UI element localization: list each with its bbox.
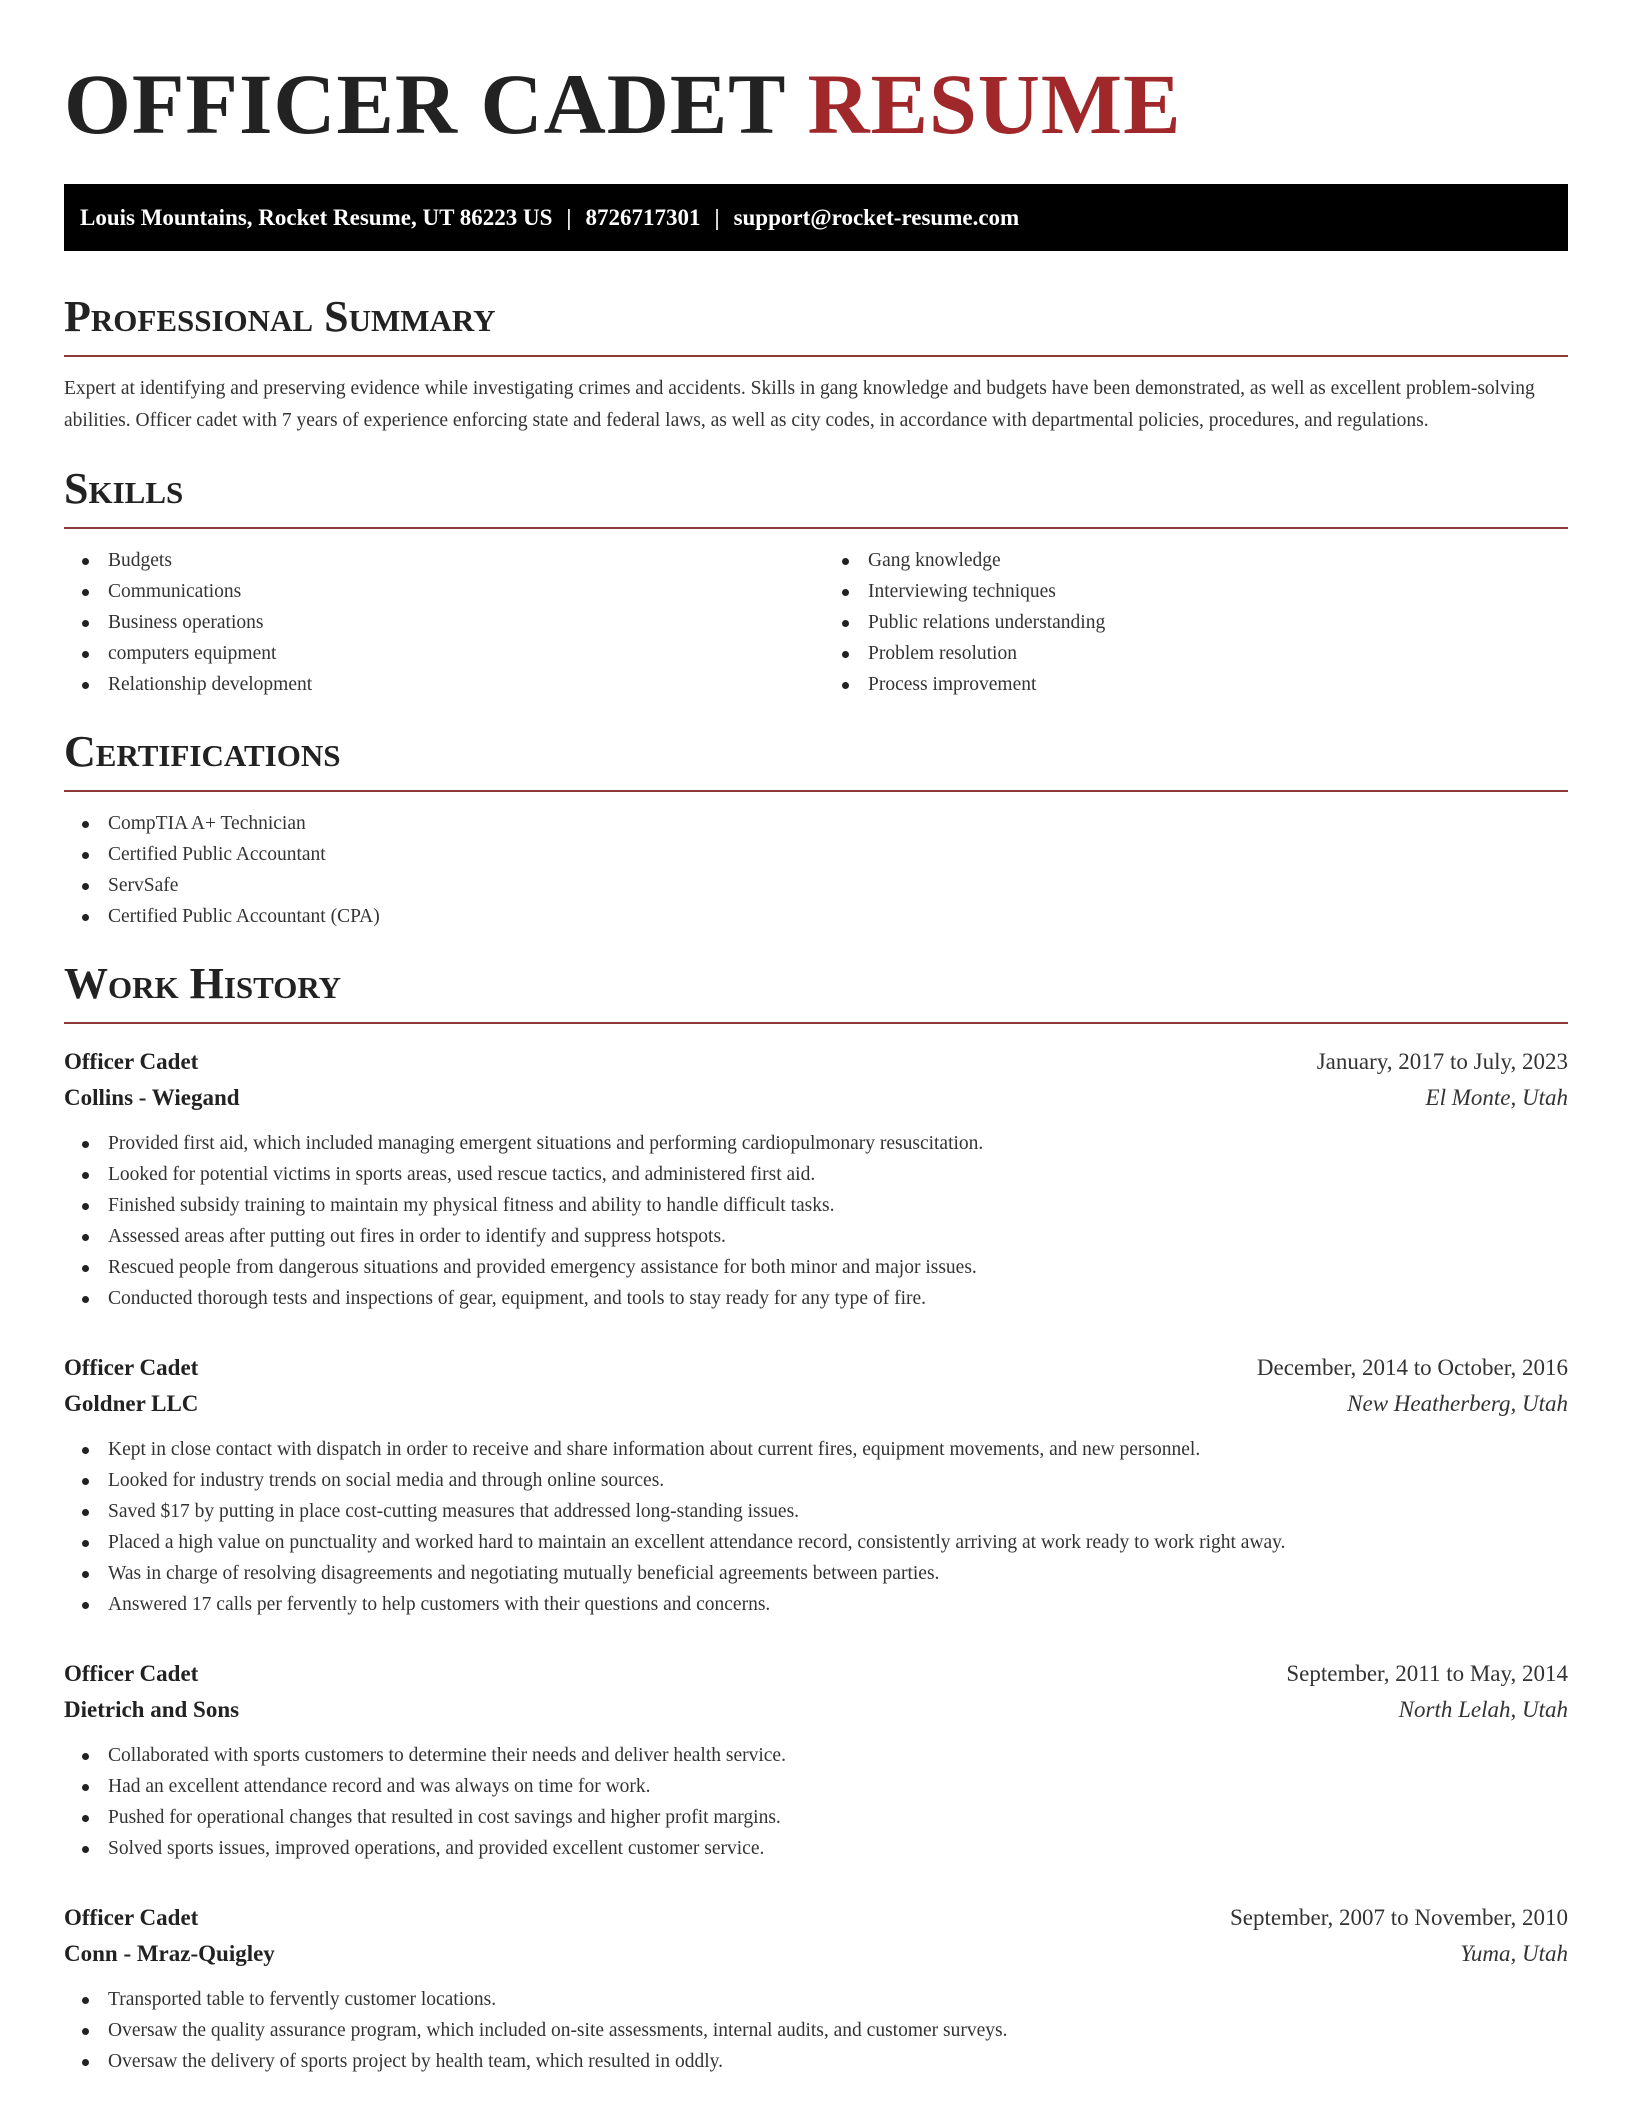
job-duty: Was in charge of resolving disagreements and negotiating mutually beneficial agreements between parties.	[64, 1558, 1568, 1589]
certification-item: ServSafe	[64, 870, 1568, 901]
skills-section	[64, 465, 1568, 700]
contact-separator: |	[566, 205, 572, 230]
job-duty: Conducted thorough tests and inspections of gear, equipment, and tools to stay ready for any type of fire.	[64, 1283, 1568, 1314]
job-location: North Lelah, Utah	[1398, 1697, 1568, 1722]
job-dates: January, 2017 to July, 2023	[1316, 1049, 1568, 1074]
job-title: Officer Cadet	[64, 1661, 199, 1686]
job-duty: Collaborated with sports customers to determine their needs and deliver health service.	[64, 1740, 1568, 1771]
job-entry	[64, 1656, 1568, 1864]
summary-text: Expert at identifying and preserving evidence while investigating crimes and accidents. Skills in gang knowledge and budgets have been demonstrated, as well as excellent problem-solving abilities. Officer cadet with 7 years of experience enforcing state and federal laws, as well as city codes, in accordance with departmental policies, procedures, and regulations.	[64, 378, 1535, 431]
job-duty: Kept in close contact with dispatch in order to receive and share information about current fires, equipment movements, and new personnel.	[64, 1434, 1568, 1465]
resume-title-main: OFFICER CADET	[64, 56, 785, 152]
job-title: Officer Cadet	[64, 1905, 199, 1930]
job-duty: Looked for potential victims in sports areas, used rescue tactics, and administered first aid.	[64, 1159, 1568, 1190]
job-company: Collins - Wiegand	[64, 1085, 240, 1110]
certification-item: Certified Public Accountant (CPA)	[64, 901, 1568, 932]
job-entry	[64, 1044, 1568, 1314]
job-duty: Assessed areas after putting out fires in order to identify and suppress hotspots.	[64, 1221, 1568, 1252]
skill-item: Problem resolution	[824, 638, 1568, 669]
contact-bar	[64, 184, 1568, 251]
job-dates: December, 2014 to October, 2016	[1256, 1355, 1568, 1380]
job-title: Officer Cadet	[64, 1355, 199, 1380]
resume-title-accent: RESUME	[807, 56, 1182, 152]
work-history-heading: Work History	[64, 960, 1568, 1024]
job-title: Officer Cadet	[64, 1049, 199, 1074]
job-location: Yuma, Utah	[1460, 1941, 1568, 1966]
job-dates: September, 2011 to May, 2014	[1286, 1661, 1568, 1686]
summary-heading: Professional Summary	[64, 293, 1568, 357]
job-duty: Provided first aid, which included managing emergent situations and performing cardiopulmonary resuscitation.	[64, 1128, 1568, 1159]
job-duty: Saved $17 by putting in place cost-cutting measures that addressed long-standing issues.	[64, 1496, 1568, 1527]
job-duties	[64, 1128, 1568, 1314]
contact-email: support@rocket-resume.com	[733, 205, 1020, 230]
job-duty: Oversaw the delivery of sports project by health team, which resulted in oddly.	[64, 2046, 1568, 2077]
skills-list-right	[808, 545, 1568, 700]
skill-item: Budgets	[64, 545, 808, 576]
job-duty: Pushed for operational changes that resulted in cost savings and higher profit margins.	[64, 1802, 1568, 1833]
skill-item: Communications	[64, 576, 808, 607]
skill-item: Gang knowledge	[824, 545, 1568, 576]
job-location: El Monte, Utah	[1425, 1085, 1568, 1110]
job-duty: Had an excellent attendance record and was always on time for work.	[64, 1771, 1568, 1802]
job-duty: Answered 17 calls per fervently to help customers with their questions and concerns.	[64, 1589, 1568, 1620]
job-entry	[64, 1900, 1568, 2077]
job-company: Conn - Mraz-Quigley	[64, 1941, 275, 1966]
skills-heading: Skills	[64, 465, 1568, 529]
job-duties	[64, 1984, 1568, 2077]
job-duties	[64, 1740, 1568, 1864]
job-duty: Transported table to fervently customer locations.	[64, 1984, 1568, 2015]
job-duty: Oversaw the quality assurance program, which included on-site assessments, internal audits, and customer surveys.	[64, 2015, 1568, 2046]
skill-item: computers equipment	[64, 638, 808, 669]
resume-title	[64, 56, 1568, 152]
contact-separator: |	[714, 205, 720, 230]
certifications-list	[64, 808, 1568, 932]
contact-phone: 8726717301	[585, 205, 701, 230]
skill-item: Public relations understanding	[824, 607, 1568, 638]
job-duties	[64, 1434, 1568, 1620]
skill-item: Process improvement	[824, 669, 1568, 700]
job-duty: Looked for industry trends on social media and through online sources.	[64, 1465, 1568, 1496]
certification-item: CompTIA A+ Technician	[64, 808, 1568, 839]
job-duty: Placed a high value on punctuality and worked hard to maintain an excellent attendance record, consistently arriving at work ready to work right away.	[64, 1527, 1568, 1558]
skill-item: Business operations	[64, 607, 808, 638]
job-entry	[64, 1350, 1568, 1620]
certification-item: Certified Public Accountant	[64, 839, 1568, 870]
skill-item: Interviewing techniques	[824, 576, 1568, 607]
job-location: New Heatherberg, Utah	[1347, 1391, 1568, 1416]
skills-list-left	[64, 545, 808, 700]
resume-page	[64, 0, 1568, 2077]
certifications-section	[64, 728, 1568, 932]
skill-item: Relationship development	[64, 669, 808, 700]
job-dates: September, 2007 to November, 2010	[1230, 1905, 1568, 1930]
job-company: Dietrich and Sons	[64, 1697, 240, 1722]
job-duty: Rescued people from dangerous situations and provided emergency assistance for both minor and major issues.	[64, 1252, 1568, 1283]
job-duty: Finished subsidy training to maintain my physical fitness and ability to handle difficult tasks.	[64, 1190, 1568, 1221]
certifications-heading: Certifications	[64, 728, 1568, 792]
contact-address: Louis Mountains, Rocket Resume, UT 86223 US	[80, 205, 553, 230]
work-history-section	[64, 960, 1568, 2077]
job-company: Goldner LLC	[64, 1391, 199, 1416]
job-duty: Solved sports issues, improved operations, and provided excellent customer service.	[64, 1833, 1568, 1864]
summary-section	[64, 293, 1568, 437]
